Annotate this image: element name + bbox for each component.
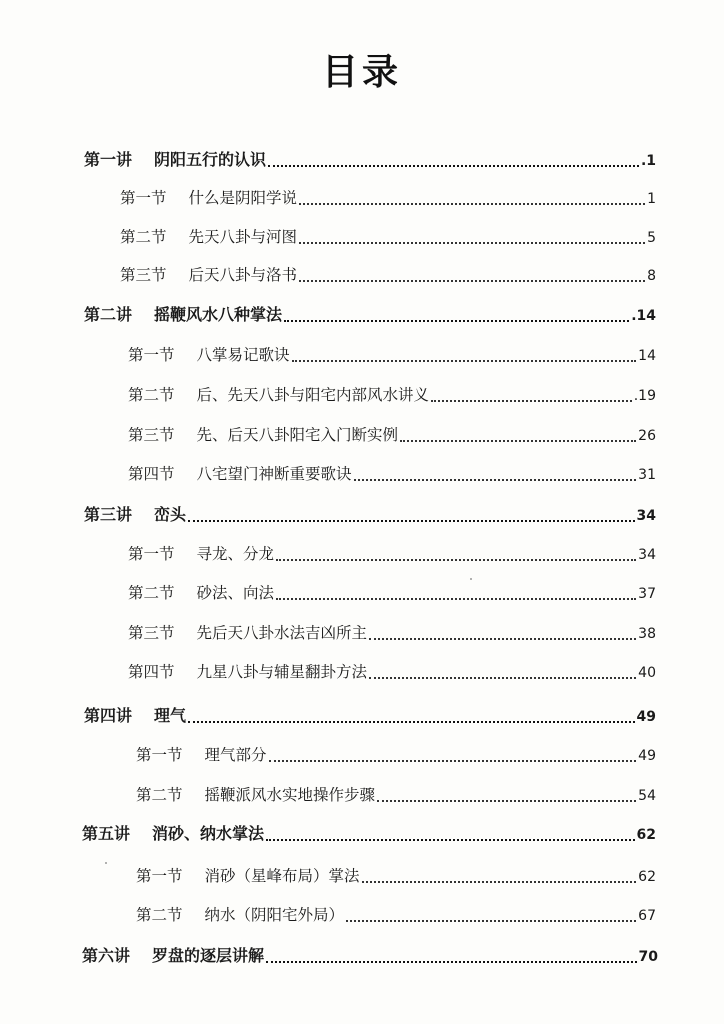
section-label: 第一节 [136, 746, 183, 764]
page-number: .1 [640, 153, 656, 169]
toc-section-3-2[interactable] [128, 579, 656, 607]
toc-section-2-1[interactable] [128, 341, 656, 369]
section-label: 第二节 [136, 906, 183, 924]
dot-leader [346, 920, 636, 922]
section-name: 寻龙、分龙 [196, 545, 275, 563]
dot-leader [369, 677, 636, 679]
page-number: 31 [638, 467, 656, 483]
section-name: 纳水（阴阳宅外局） [204, 906, 345, 924]
chapter-name: 摇鞭风水八种掌法 [154, 305, 283, 324]
toc-section-3-1[interactable] [128, 540, 656, 568]
chapter-name: 罗盘的逐层讲解 [152, 946, 265, 965]
page-number: 1 [647, 191, 656, 207]
dot-leader [354, 479, 637, 481]
section-label: 第四节 [128, 663, 175, 681]
chapter-name: 消砂、纳水掌法 [152, 824, 265, 843]
scan-speck [470, 578, 472, 580]
dot-leader [292, 360, 637, 362]
dot-leader [299, 203, 645, 205]
section-label: 第三节 [120, 266, 167, 284]
dot-leader [377, 800, 636, 802]
toc-section-4-2[interactable] [136, 781, 656, 809]
page-number: 34 [638, 547, 656, 563]
section-label: 第四节 [128, 465, 175, 483]
dot-leader [188, 520, 634, 522]
page-number: 62 [636, 827, 656, 843]
chapter-label: 第四讲 [84, 706, 133, 725]
toc-chapter-6[interactable] [82, 942, 658, 970]
section-name: 消砂（星峰布局）掌法 [204, 867, 360, 885]
dot-leader [268, 165, 639, 167]
dot-leader [299, 242, 645, 244]
section-label: 第二节 [128, 386, 175, 404]
chapter-label: 第二讲 [84, 305, 133, 324]
section-name: 后天八卦与洛书 [188, 266, 298, 284]
scan-speck [105, 862, 107, 864]
dot-leader [188, 721, 634, 723]
section-name: 先、后天八卦阳宅入门断实例 [196, 426, 399, 444]
dot-leader [299, 280, 645, 282]
section-name: 八掌易记歌诀 [196, 346, 290, 364]
section-label: 第二节 [128, 584, 175, 602]
section-name: 什么是阴阳学说 [188, 189, 298, 207]
section-label: 第一节 [128, 346, 175, 364]
section-name: 九星八卦与辅星翻卦方法 [196, 663, 368, 681]
page-number: 5 [647, 230, 656, 246]
toc-section-1-1[interactable] [120, 184, 656, 212]
dot-leader [276, 559, 636, 561]
toc-section-5-1[interactable] [136, 862, 656, 890]
section-label: 第一节 [136, 867, 183, 885]
toc-section-1-3[interactable] [120, 261, 656, 289]
chapter-name: 阴阳五行的认识 [154, 150, 267, 169]
section-name: 摇鞭派风水实地操作步骤 [204, 786, 376, 804]
dot-leader [431, 400, 632, 402]
toc-section-5-2[interactable] [136, 901, 656, 929]
toc-chapter-3[interactable] [84, 501, 656, 529]
dot-leader [369, 638, 636, 640]
page-number: 40 [638, 665, 656, 681]
section-label: 第二节 [136, 786, 183, 804]
section-label: 第二节 [120, 228, 167, 246]
chapter-label: 第一讲 [84, 150, 133, 169]
section-label: 第三节 [128, 624, 175, 642]
page-number: 34 [636, 508, 656, 524]
section-name: 八宅望门神断重要歌诀 [196, 465, 352, 483]
dot-leader [362, 881, 637, 883]
section-label: 第一节 [128, 545, 175, 563]
dot-leader [266, 961, 636, 963]
page-number: .19 [633, 388, 656, 404]
chapter-name: 峦头 [154, 505, 187, 524]
toc-section-1-2[interactable] [120, 223, 656, 251]
section-name: 理气部分 [204, 746, 267, 764]
toc-section-2-2[interactable] [128, 381, 656, 409]
page-number: .14 [631, 308, 656, 324]
dot-leader [269, 760, 637, 762]
section-name: 砂法、向法 [196, 584, 275, 602]
toc-section-2-3[interactable] [128, 421, 656, 449]
section-label: 第三节 [128, 426, 175, 444]
toc-section-2-4[interactable] [128, 460, 656, 488]
section-name: 后、先天八卦与阳宅内部风水讲义 [196, 386, 430, 404]
dot-leader [276, 598, 636, 600]
toc-section-3-4[interactable] [128, 658, 656, 686]
dot-leader [284, 320, 629, 322]
toc-chapter-1[interactable] [84, 146, 656, 174]
page-number: 26 [638, 428, 656, 444]
chapter-name: 理气 [154, 706, 187, 725]
section-label: 第一节 [120, 189, 167, 207]
page-number: 70 [638, 949, 658, 965]
section-name: 先后天八卦水法吉凶所主 [196, 624, 368, 642]
toc-chapter-2[interactable] [84, 301, 656, 329]
page-number: 14 [638, 348, 656, 364]
chapter-label: 第三讲 [84, 505, 133, 524]
page-number: 49 [636, 709, 656, 725]
dot-leader [400, 440, 636, 442]
chapter-label: 第五讲 [82, 824, 131, 843]
page-number: 37 [638, 586, 656, 602]
page-number: 67 [638, 908, 656, 924]
toc-chapter-4[interactable] [84, 702, 656, 730]
toc-section-4-1[interactable] [136, 741, 656, 769]
page-number: 8 [647, 268, 656, 284]
dot-leader [266, 839, 634, 841]
page-number: 38 [638, 626, 656, 642]
page-title: 目录 [321, 52, 402, 93]
toc-section-3-3[interactable] [128, 619, 656, 647]
toc-chapter-5[interactable] [82, 820, 656, 848]
section-name: 先天八卦与河图 [188, 228, 298, 246]
page-number: 62 [638, 869, 656, 885]
chapter-label: 第六讲 [82, 946, 131, 965]
page-number: 54 [638, 788, 656, 804]
page-number: 49 [638, 748, 656, 764]
